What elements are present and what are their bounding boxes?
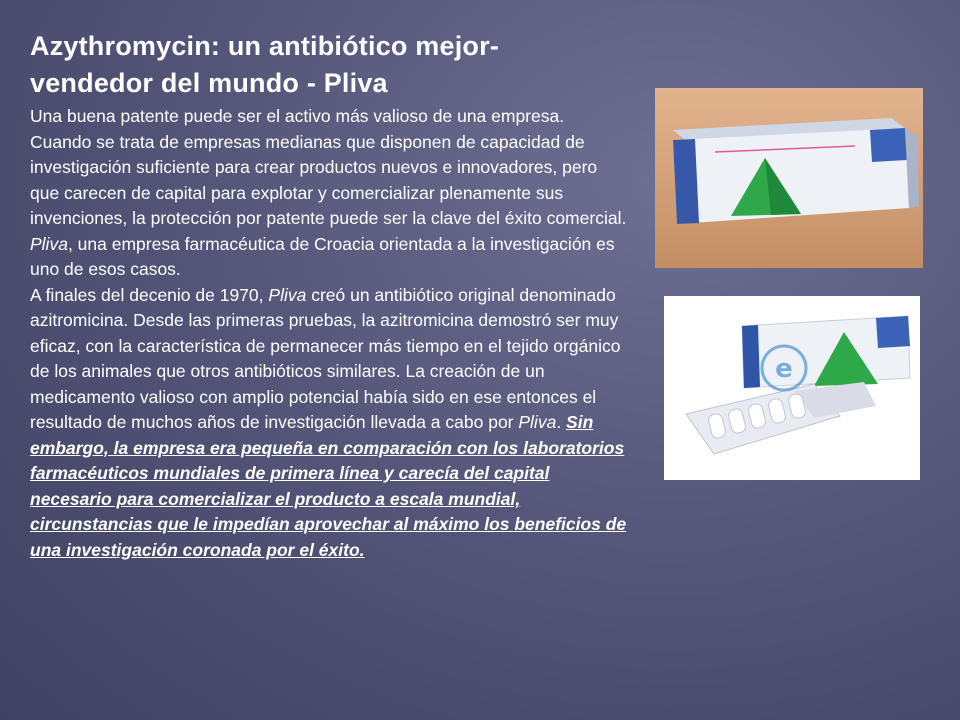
pliva-italic: Pliva (518, 412, 557, 432)
slide-title: Azythromycin: un antibiótico mejor-vendedor del mundo - Pliva (30, 31, 500, 98)
paragraph-2 (30, 283, 630, 564)
paragraph-1-text-end: , una empresa farmacéutica de Croacia orientada a la investigación es uno de esos casos. (30, 233, 615, 279)
zithromax-box-illustration (655, 88, 923, 268)
pliva-italic: Pliva (268, 284, 307, 305)
zithromax-box-photo (655, 88, 923, 268)
pliva-italic: Pliva (30, 233, 68, 254)
paragraph-2-text: A finales del decenio de 1970, (30, 284, 269, 305)
paragraph-1 (30, 104, 630, 283)
paragraph-2-text-middle: creó un antibiótico original denominado azitromicina. Desde las primeras pruebas, la azitromicina demostró ser muy eficaz, con la característica de permanecer más tiempo en el tejido orgánico de los animales que otros antibióticos similares. La creación de un medicamento valioso con amplio potencial había sido en ese entonces el resultado de muchos años de investigación llevada a cabo por (30, 284, 621, 432)
zithromax-blister-photo (664, 296, 920, 480)
watermark-e-glyph: e (775, 354, 793, 384)
paragraph-2-text-stop: . (556, 412, 567, 432)
slide-body (30, 104, 630, 563)
paragraph-1-text: Una buena patente puede ser el activo más valioso de una empresa. Cuando se trata de empresas medianas que disponen de capacidad de investigación suficiente para crear productos nuevos e innovadores, pero que carecen de capital para explotar y comercializar plenamente sus invenciones, la protección por patente puede ser la clave del éxito comercial. (30, 106, 627, 228)
emphasized-conclusion: Sin embargo, la empresa era pequeña en comparación con los laboratorios farmacéuticos mundiales de primera línea y carecía del capital necesario para comercializar el producto a escala mundial, circunstancias que le impedían aprovechar al máximo los beneficios de una investigación coronada por el éxito. (30, 412, 627, 560)
zithromax-blister-illustration (664, 296, 920, 480)
